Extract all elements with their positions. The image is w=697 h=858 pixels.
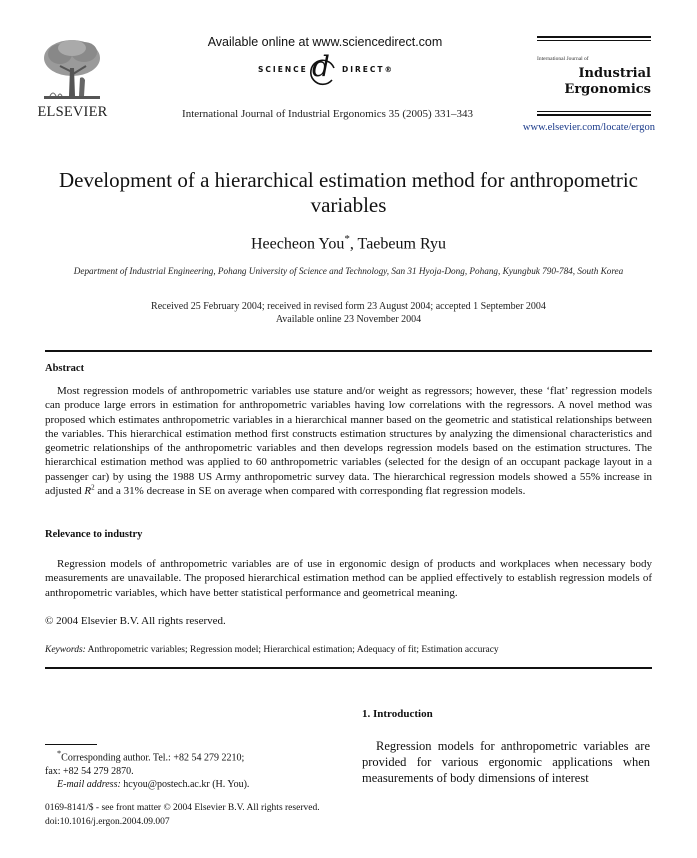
- footnote-divider: [45, 744, 97, 745]
- front-matter: [45, 801, 445, 829]
- journal-url-link[interactable]: www.elsevier.com/locate/ergon: [522, 122, 655, 133]
- abstract-bottom-divider: [45, 667, 652, 669]
- author-1[interactable]: Heecheon You: [251, 235, 345, 253]
- introduction-text-body: Regression models for anthropometric variables are provided for various ergonomic applications when measurements of body dimensions of interest: [362, 739, 650, 786]
- corresponding-author-footnote: [45, 747, 335, 792]
- journal-logo-box: [537, 36, 651, 102]
- front-matter-issn: 0169-8141/$ - see front matter © 2004 Elsevier B.V. All rights reserved.: [45, 803, 320, 813]
- r-superscript: 2: [91, 483, 95, 492]
- introduction-text: [362, 738, 650, 787]
- available-online-date: Available online 23 November 2004: [275, 314, 422, 325]
- sciencedirect-circle-icon: [308, 58, 338, 86]
- sciencedirect-logo[interactable]: [220, 50, 410, 86]
- abstract-text-part1: Most regression models of anthropometric variables use stature and/or weight as regressors; however, these ‘flat’ regression models can produce large errors in estimation for anthropometric variables having low correlations with the regressors. A novel method was proposed which estimates anthropometric variables in a hierarchical manner based on the geometric and statistical relationships between the variables. This hierarchical estimation method first constructs estimation structures by analyzing the dimensional characteristics and geometric relationships of the anthropometric variables and then develops regression models based on the estimation structures. The hierarchical estimation method was applied to 60 anthropometric variables (selected for the design of an occupant package layout in a passenger car) by using the 1988 US Army anthropometric survey data. The hierarchical regression models showed a 55% increase in adjusted: [45, 385, 652, 498]
- journal-logo-rule: [537, 111, 651, 112]
- keywords-label: Keywords:: [45, 645, 86, 655]
- journal-logo-rule: [537, 36, 651, 38]
- footnote-fax: fax: +82 54 279 2870.: [45, 765, 134, 777]
- elsevier-tree-icon: [42, 38, 102, 102]
- abstract-text: [45, 384, 652, 498]
- journal-logo-rule: [537, 40, 651, 41]
- publisher-name: ELSEVIER: [37, 104, 108, 120]
- available-online-text[interactable]: Available online at www.sciencedirect.com: [207, 35, 443, 49]
- r-symbol: R: [84, 485, 92, 498]
- keywords-list: Anthropometric variables; Regression model; Hierarchical estimation; Adequacy of fit; Estimation accuracy: [85, 645, 499, 655]
- article-authors: [40, 233, 657, 253]
- footnote-mark: *: [57, 749, 62, 758]
- author-2[interactable]: , Taebeum Ryu: [349, 235, 446, 253]
- elsevier-logo: [30, 38, 115, 118]
- journal-logo-title-line2: Ergonomics: [564, 82, 651, 97]
- sciencedirect-at-icon: d: [312, 50, 330, 83]
- sciencedirect-science-text: SCIENCE: [258, 65, 308, 74]
- doi-link[interactable]: doi:10.1016/j.ergon.2004.09.007: [45, 817, 170, 827]
- footnote-tel: Corresponding author. Tel.: +82 54 279 2210;: [61, 752, 245, 764]
- relevance-heading: Relevance to industry: [45, 529, 143, 540]
- received-dates: Received 25 February 2004; received in revised form 23 August 2004; accepted 1 September 2004: [151, 301, 546, 312]
- abstract-heading: Abstract: [45, 363, 85, 374]
- abstract-text-part2: and a 31% decrease in SE on average when compared with corresponding flat regression models.: [94, 485, 526, 498]
- relevance-text: [45, 557, 652, 600]
- sciencedirect-direct-text: DIRECT®: [342, 65, 395, 74]
- footnote-email-link[interactable]: hcyou@postech.ac.kr (H. You).: [120, 779, 250, 791]
- article-dates: [60, 300, 637, 326]
- abstract-top-divider: [45, 350, 652, 352]
- journal-logo-title-line1: Industrial: [578, 66, 651, 81]
- keywords: [45, 645, 652, 655]
- journal-logo-rule: [537, 114, 651, 116]
- footnote-email-label: E-mail address:: [57, 779, 121, 791]
- journal-logo-label: International Journal of: [537, 56, 589, 62]
- article-title: Development of a hierarchical estimation method for anthropometric variables: [58, 168, 639, 217]
- corresponding-author-mark[interactable]: *: [344, 233, 350, 245]
- author-affiliation: Department of Industrial Engineering, Pohang University of Science and Technology, San 31 Hyoja-Dong, Pohang, Kyungbuk 790-784, South Korea: [73, 266, 624, 276]
- relevance-text-body: Regression models of anthropometric variables are of use in ergonomic design of products and workplaces when necessary body measurements are unavailable. The proposed hierarchical estimation method can be applied effectively to establish regression models of anthropometric variables, which have better statistical performance and geometrical meaning.: [45, 558, 652, 599]
- introduction-heading: 1. Introduction: [362, 708, 433, 720]
- journal-reference: International Journal of Industrial Ergonomics 35 (2005) 331–343: [182, 108, 473, 120]
- copyright-notice: © 2004 Elsevier B.V. All rights reserved.: [45, 615, 226, 627]
